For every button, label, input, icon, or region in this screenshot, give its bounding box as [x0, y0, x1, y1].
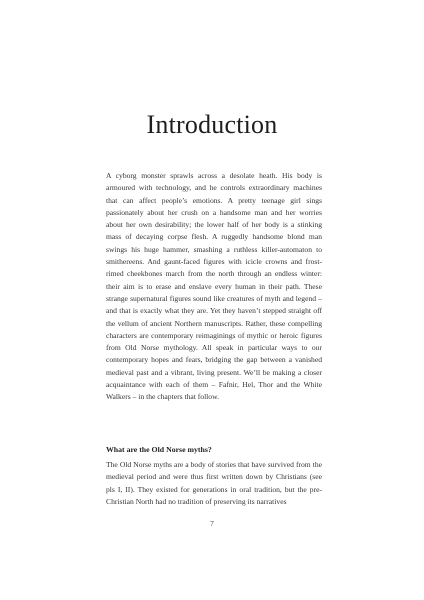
section-heading: What are the Old Norse myths?	[106, 445, 212, 454]
intro-paragraph: A cyborg monster sprawls across a desolate heath. His body is armoured with technology, and he controls extraordinary machines that can affect people’s emotions. A pretty teenage girl sings passionately about her crush on a handsome man and her worries about her own desirability; the lower half of her body is a stinking mass of decaying corpse flesh. A ruggedly handsome blond man swings his huge hammer, smashing a ruthless killer-automaton to smithereens. And gaunt-faced figures with icicle crowns and frost-rimed cheekbones march from the north through an endless winter: their aim is to erase and enslave every human in their path. These strange supernatural figures sound like creatures of myth and legend – and that is exactly what they are. Yet they haven’t stepped straight off the vellum of ancient Northern manuscripts. Rather, these compelling characters are contemporary reimaginings of mythic or heroic figures from Old Norse mythology. All speak in particular ways to our contemporary hopes and fears, bridging the gap between a vanished medieval past and a vibrant, living present. We’ll be making a closer acquaintance with each of them – Fafnir, Hel, Thor and the White Walkers – in the chapters that follow.	[106, 171, 322, 402]
section-paragraph: The Old Norse myths are a body of stories that have survived from the medieval period and were thus first written down by Christians (see pls I, II). They existed for generations in oral tradition, but the pre-Christian North had no tradition of preserving its narratives	[106, 460, 322, 506]
chapter-title: Introduction	[146, 110, 278, 139]
page-number: 7	[210, 519, 214, 528]
